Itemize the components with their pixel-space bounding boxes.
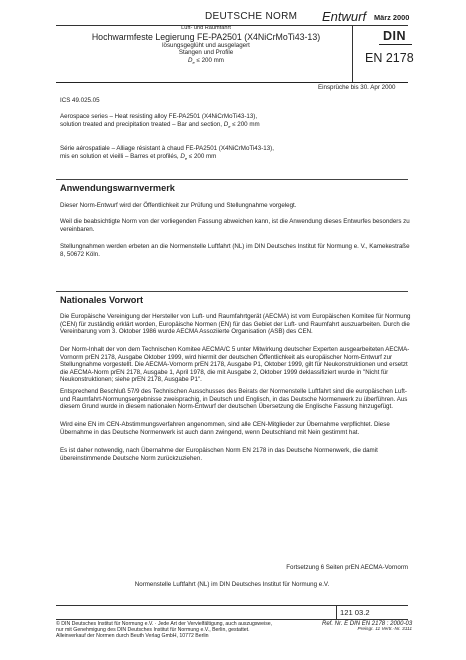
copyright-line-1: © DIN Deutsches Institut für Normung e.V. · Jede Art der Vervielfältigung, auch auszugsweise, <box>56 621 273 627</box>
section-divider <box>56 291 408 292</box>
section-divider <box>56 179 408 180</box>
price-code: 121 03.2 <box>340 608 370 617</box>
dimension-symbol: D <box>188 56 193 64</box>
copyright-line-3: Alleinverkauf der Normen durch Beuth Verlag GmbH, 10772 Berlin <box>56 633 209 640</box>
foreword-paragraph-4: Wird eine EN im CEN-Abstimmungsverfahren angenommen, sind alle CEN-Mitglieder zur Übernahme verpflichtet. Diese Übernahme in das Deutsche Normenwerk ist auch dann zwingend, wenn Deutschland mit Nein gestimmt hat. <box>60 421 390 436</box>
din-logo-underline <box>379 44 412 45</box>
footer-divider <box>336 605 337 619</box>
document-title: Hochwarmfeste Legierung FE-PA2501 (X4NiCrMoTi43-13) <box>91 31 321 42</box>
warning-paragraph-2: Weil die beabsichtigte Norm von der vorliegenden Fassung abweichen kann, ist die Anwendung dieses Entwurfes besonders zu vereinbaren. <box>60 218 410 233</box>
warning-paragraph-1: Dieser Norm-Entwurf wird der Öffentlichkeit zur Prüfung und Stellungnahme vorgelegt. <box>60 202 297 209</box>
copyright-notice <box>56 621 320 640</box>
copyright-line-2: nur mit Genehmigung des DIN Deutsches Institut für Normung e.V., Berlin, gestattet. <box>56 627 250 634</box>
reference-block <box>322 621 412 632</box>
warning-heading: Anwendungswarnvermerk <box>60 183 175 193</box>
issue-date: März 2000 <box>374 13 410 22</box>
draft-label: Entwurf <box>322 9 367 24</box>
french-title-line-2: mis en solution et vieilli – Barres et profilés, $D_e \le 200$ mm <box>60 152 217 161</box>
reference-number: Ref. Nr. E DIN EN 2178 : 2000-03 <box>322 621 413 627</box>
footer-bottom-rule <box>56 619 408 620</box>
comment-deadline: Einsprüche bis 30. Apr 2000 <box>318 84 396 91</box>
foreword-paragraph-1: Die Europäische Vereinigung der Hersteller von Luft- und Raumfahrtgerät (AECMA) ist vom Europäischen Komitee für Normung (CEN) für zuständig erklärt worden, Europäische Normen (EN) für das Gebiet der Luft- und Raumfahrt auszuarbeiten. Durch die Vereinbarung vom 3. Oktober 1986 wurde AECMA Assoziierte Organisation (ASB) des CEN. <box>60 313 411 336</box>
price-group: Preisgr. 11 Vertr.-Nr. 3111 <box>357 627 412 632</box>
continuation-note: Fortsetzung 6 Seiten prEN AECMA-Vornorm <box>286 564 408 571</box>
french-title <box>60 145 390 162</box>
subtitle-dimension: $D_e \le 200$ mm <box>188 56 224 65</box>
ics-code: ICS 49.025.05 <box>60 97 100 104</box>
foreword-paragraph-2: Der Norm-Inhalt der von dem Technischen Komitee AECMA/C 5 unter Mitwirkung deutscher Experten ausgearbeiteten AECMA-Vornorm prEN 2178, Ausgabe Oktober 1999, wird hiermit der deutschen Öffentlichkeit als europäischer Norm-Entwurf zur Stellungnahme vorgestellt. Die AECMA-Vornorm prEN 2178, Ausgabe P1, Oktober 1999, gilt für Neukonstruktionen und ersetzt die AECMA-Norm prEN 2178, Ausgabe 1, April 1978, die mit Ausgabe 2, Oktober 1999 deklassifiziert wurde in "Nicht für Neukonstruktionen; siehe prEN 2178, Ausgabe P1". <box>60 346 410 384</box>
english-title-line-2: solution treated and precipitation treated – Bar and section, $D_e \le 200$ mm <box>60 120 260 129</box>
header-vertical-divider <box>352 25 353 82</box>
subtitle-product: Stangen und Profile <box>178 49 234 57</box>
header-bottom-rule <box>56 82 408 83</box>
dimension-limit: ≤ 200 mm <box>196 56 224 64</box>
foreword-heading: Nationales Vorwort <box>60 295 144 305</box>
foreword-paragraph-3: Entsprechend Beschluß 57/9 des Technischen Ausschusses des Beirats der Normenstelle Luftfahrt sind die europäischen Luft- und Raumfahrt-Normungsergebnisse zweisprachig, in Deutsch und Englisch, in das Deutsche Normenwerk zu überführen. Aus diesem Grund wurde in diesem nationalen Norm-Entwurf der deutschen Übersetzung die Englische Fassung hinzugefügt. <box>60 388 408 411</box>
french-title-line-1: Série aérospatiale – Alliage résistant à chaud FE-PA2501 (X4NiCrMoTi43-13), <box>60 145 274 152</box>
footer-top-rule <box>56 605 408 606</box>
norm-type: DEUTSCHE NORM <box>205 11 298 22</box>
title-block <box>60 25 352 66</box>
foreword-paragraph-5: Es ist daher notwendig, nach Übernahme der Europäischen Norm EN 2178 in das Deutsche Normenwerk, die damit übereinstimmende Deutsche Norm zurückzuziehen. <box>60 447 378 462</box>
subject-field: Luft- und Raumfahrt <box>181 25 231 31</box>
english-title <box>60 113 390 130</box>
din-logo: DIN <box>383 29 407 43</box>
warning-paragraph-3: Stellungnahmen werden erbeten an die Normenstelle Luftfahrt (NL) im DIN Deutsches Institut für Normung e. V., Kamekestraße 8, 50672 Köln. <box>60 243 410 258</box>
english-title-line-1: Aerospace series – Heat resisting alloy FE-PA2501 (X4NiCrMoTi43-13), <box>60 113 258 120</box>
subtitle-condition: lösungsgeglüht und ausgelagert <box>162 42 250 50</box>
standard-number: EN 2178 <box>365 51 414 65</box>
publisher-line: Normenstelle Luftfahrt (NL) im DIN Deutsches Institut für Normung e.V. <box>134 581 330 588</box>
